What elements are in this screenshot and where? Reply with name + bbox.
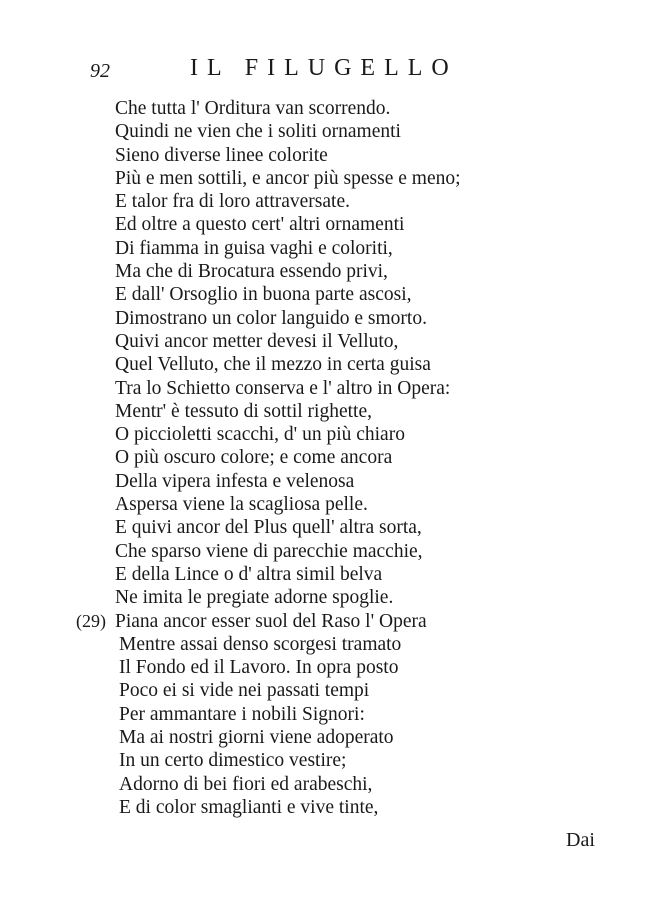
verse-text: Piana ancor esser suol del Raso l' Opera bbox=[115, 610, 427, 632]
verse-line bbox=[0, 493, 654, 516]
verse-line bbox=[0, 167, 654, 190]
verse-line bbox=[0, 307, 654, 330]
verse-text: Ma ai nostri giorni viene adoperato bbox=[119, 727, 394, 749]
page-number: 92 bbox=[90, 60, 110, 82]
verse-line bbox=[0, 586, 654, 609]
verse-text: E talor fra di loro attraversate. bbox=[115, 191, 350, 213]
verse-line bbox=[0, 563, 654, 586]
verse-line bbox=[0, 679, 654, 702]
verse-text: Ne imita le pregiate adorne spoglie. bbox=[115, 587, 394, 609]
verse-text: Per ammantare i nobili Signori: bbox=[119, 703, 365, 725]
verse-text: Dimostrano un color languido e smorto. bbox=[115, 307, 427, 329]
verse-line bbox=[0, 377, 654, 400]
verse-text: Quindi ne vien che i soliti ornamenti bbox=[115, 121, 401, 143]
verse-line bbox=[0, 120, 654, 143]
verse-line bbox=[0, 423, 654, 446]
verse-text: Adorno di bei fiori ed arabeschi, bbox=[119, 773, 373, 795]
verse-text: Più e men sottili, e ancor più spesse e meno; bbox=[115, 167, 461, 189]
verse-text: Il Fondo ed il Lavoro. In opra posto bbox=[119, 657, 399, 679]
verse-line bbox=[0, 656, 654, 679]
verse-text: Quel Velluto, che il mezzo in certa guisa bbox=[115, 354, 431, 376]
verse-text: E della Lince o d' altra simil belva bbox=[115, 563, 383, 585]
verse-line bbox=[0, 283, 654, 306]
verse-line bbox=[0, 610, 654, 633]
verse-text: Ed oltre a questo cert' altri ornamenti bbox=[115, 214, 405, 236]
verse-line bbox=[0, 749, 654, 772]
verse-line bbox=[0, 446, 654, 469]
verse-line bbox=[0, 516, 654, 539]
verse-line bbox=[0, 633, 654, 656]
verse-text: O piccioletti scacchi, d' un più chiaro bbox=[115, 424, 405, 446]
verse-line bbox=[0, 237, 654, 260]
verse-text: Ma che di Brocatura essendo privi, bbox=[115, 261, 388, 283]
verse-line bbox=[0, 796, 654, 819]
verse-text: E quivi ancor del Plus quell' altra sorta, bbox=[115, 517, 422, 539]
verse-text: Tra lo Schietto conserva e l' altro in Opera: bbox=[115, 377, 451, 399]
verse-text: E di color smaglianti e vive tinte, bbox=[119, 796, 379, 818]
verse-line bbox=[0, 773, 654, 796]
verse-line bbox=[0, 190, 654, 213]
verse-text: Quivi ancor metter devesi il Velluto, bbox=[115, 330, 399, 352]
verse-line bbox=[0, 213, 654, 236]
verse-line bbox=[0, 703, 654, 726]
verse-line bbox=[0, 144, 654, 167]
verse-text: Che sparso viene di parecchie macchie, bbox=[115, 540, 423, 562]
verse-text: Aspersa viene la scagliosa pelle. bbox=[115, 494, 368, 516]
verse-block bbox=[0, 97, 654, 819]
verse-line bbox=[0, 260, 654, 283]
verse-line bbox=[0, 726, 654, 749]
verse-line bbox=[0, 353, 654, 376]
verse-text: Della vipera infesta e velenosa bbox=[115, 470, 355, 492]
verse-text: O più oscuro colore; e come ancora bbox=[115, 447, 393, 469]
running-title: IL FILUGELLO bbox=[190, 55, 458, 81]
verse-line bbox=[0, 540, 654, 563]
verse-text: In un certo dimestico vestire; bbox=[119, 750, 347, 772]
catchword: Dai bbox=[566, 829, 595, 851]
verse-text: Di fiamma in guisa vaghi e coloriti, bbox=[115, 237, 393, 259]
verse-text: Che tutta l' Orditura van scorrendo. bbox=[115, 98, 391, 119]
verse-text: Poco ei si vide nei passati tempi bbox=[119, 680, 370, 702]
verse-text: Sieno diverse linee colorite bbox=[115, 144, 328, 166]
verse-text: E dall' Orsoglio in buona parte ascosi, bbox=[115, 284, 412, 306]
verse-line bbox=[0, 470, 654, 493]
verse-text: Mentr' è tessuto di sottil righette, bbox=[115, 400, 372, 422]
verse-line bbox=[0, 330, 654, 353]
verse-text: Mentre assai denso scorgesi tramato bbox=[119, 633, 402, 655]
verse-line bbox=[0, 400, 654, 423]
note-marker: (29) bbox=[76, 610, 106, 631]
verse-line bbox=[0, 97, 654, 120]
